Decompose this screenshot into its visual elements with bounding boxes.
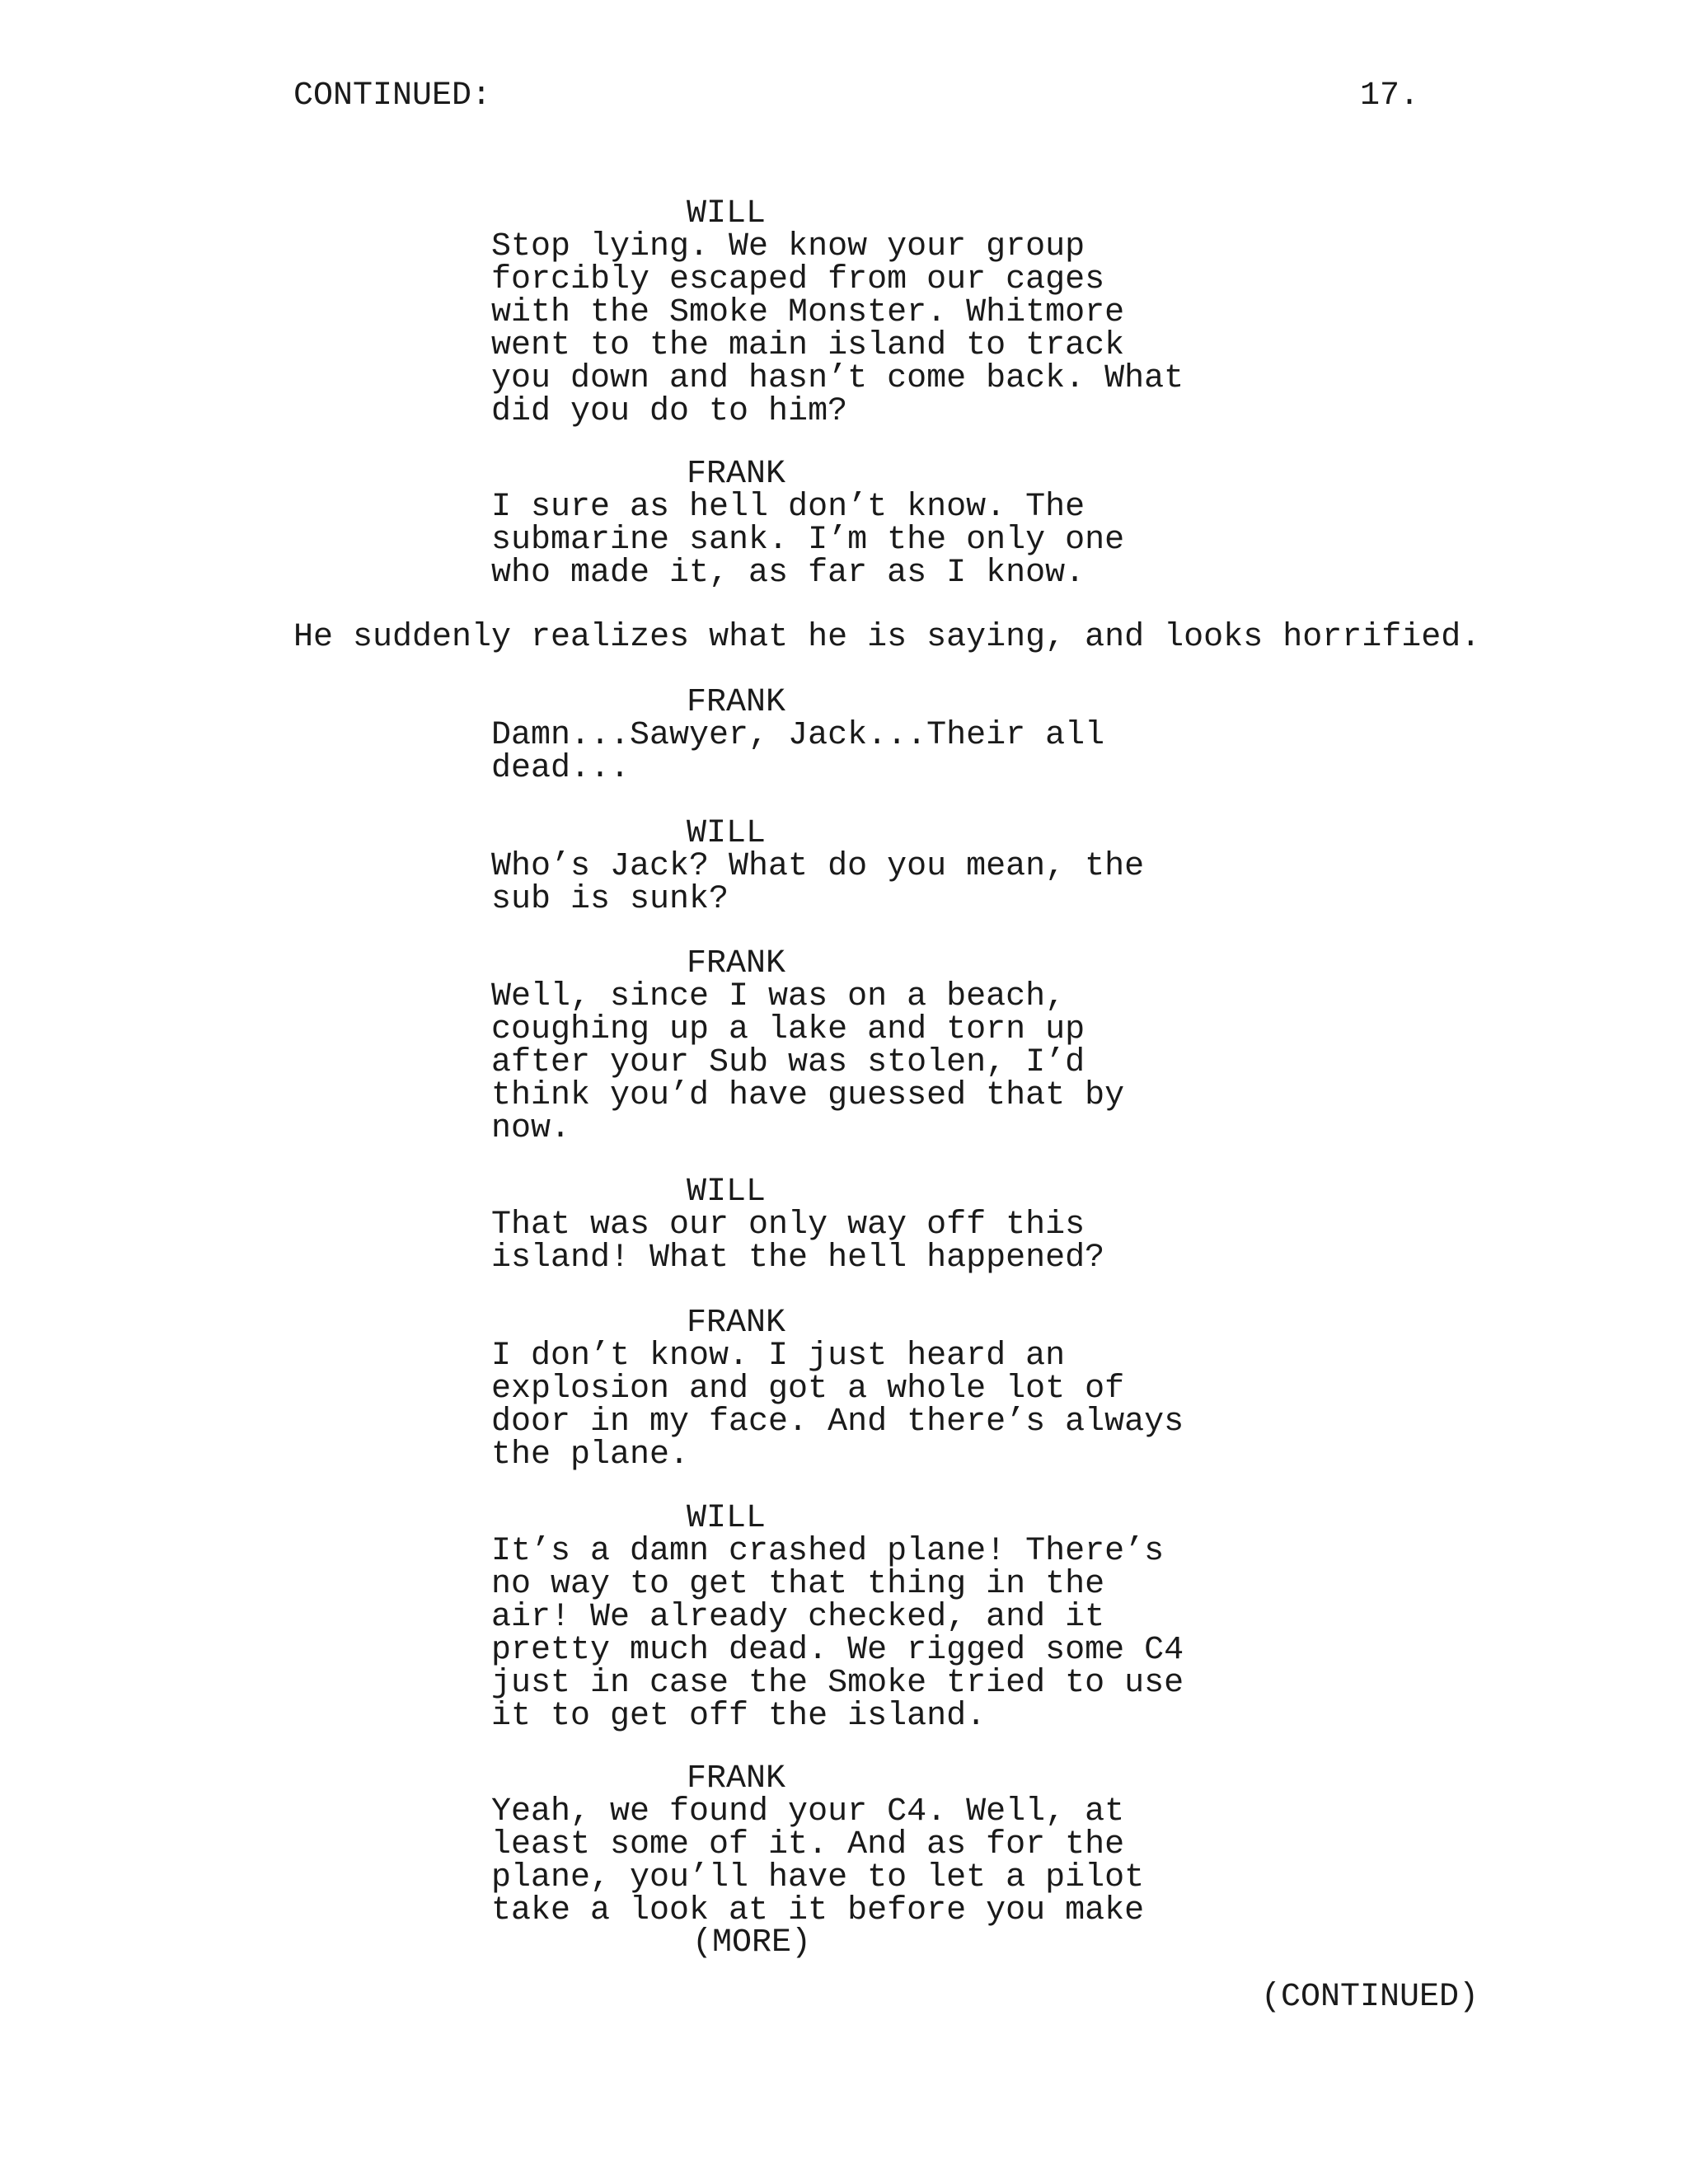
dialogue-line: no way to get that thing in the (491, 1566, 1105, 1603)
dialogue-line: Damn...Sawyer, Jack...Their all (491, 717, 1105, 754)
dialogue-line: now. (491, 1110, 571, 1147)
dialogue-line: forcibly escaped from our cages (491, 261, 1105, 298)
character-cue-frank: FRANK (687, 1305, 786, 1342)
dialogue-line: coughing up a lake and torn up (491, 1011, 1085, 1048)
dialogue-line: just in case the Smoke tried to use (491, 1665, 1184, 1702)
dialogue-line: it to get off the island. (491, 1698, 987, 1735)
dialogue-will (491, 1209, 1217, 1275)
character-cue-frank: FRANK (687, 1760, 786, 1797)
dialogue-frank (491, 1340, 1217, 1472)
dialogue-line: It’s a damn crashed plane! There’s (491, 1533, 1165, 1570)
dialogue-line: who made it, as far as I know. (491, 555, 1085, 592)
dialogue-line: I sure as hell don’t know. The (491, 489, 1085, 526)
dialogue-will (491, 228, 1217, 430)
character-cue-will: WILL (687, 195, 767, 232)
dialogue-line: That was our only way off this (491, 1207, 1085, 1244)
dialogue-line: plane, you’ll have to let a pilot (491, 1859, 1145, 1896)
dialogue-line: the plane. (491, 1436, 690, 1474)
dialogue-line: explosion and got a whole lot of (491, 1371, 1125, 1408)
dialogue-line: pretty much dead. We rigged some C4 (491, 1632, 1184, 1669)
character-cue-frank: FRANK (687, 456, 786, 493)
dialogue-line: air! We already checked, and it (491, 1599, 1105, 1636)
dialogue-line: went to the main island to track (491, 327, 1125, 364)
character-cue-will: WILL (687, 1500, 767, 1537)
dialogue-will (491, 1535, 1217, 1733)
continued-footer: (CONTINUED) (1261, 1979, 1479, 2016)
dialogue-line: you down and hasn’t come back. What (491, 360, 1184, 397)
dialogue-frank (491, 1793, 1217, 1929)
dialogue-line: least some of it. And as for the (491, 1826, 1125, 1863)
dialogue-line: Who’s Jack? What do you mean, the (491, 848, 1145, 885)
dialogue-line: Stop lying. We know your group (491, 228, 1085, 265)
character-cue-frank: FRANK (687, 684, 786, 721)
page-number: 17. (1360, 77, 1420, 115)
dialogue-line: island! What the hell happened? (491, 1240, 1105, 1277)
character-cue-will: WILL (687, 1174, 767, 1211)
dialogue-line: did you do to him? (491, 393, 848, 430)
dialogue-line: submarine sank. I’m the only one (491, 522, 1125, 559)
dialogue-line: Yeah, we found your C4. Well, at (491, 1793, 1125, 1830)
more-label: (MORE) (692, 1924, 812, 1961)
dialogue-frank (491, 978, 1217, 1147)
dialogue-line: sub is sunk? (491, 881, 729, 918)
action-line: He suddenly realizes what he is saying, and looks horrified. (293, 619, 1481, 656)
character-cue-will: WILL (687, 815, 767, 852)
dialogue-line: think you’d have guessed that by (491, 1077, 1125, 1114)
dialogue-line: door in my face. And there’s always (491, 1404, 1184, 1441)
dialogue-line: dead... (491, 750, 631, 787)
continued-header: CONTINUED: (293, 77, 492, 115)
dialogue-will (491, 848, 1217, 918)
dialogue-line: I don’t know. I just heard an (491, 1338, 1066, 1375)
character-cue-frank: FRANK (687, 945, 786, 982)
dialogue-line: take a look at it before you make (491, 1892, 1145, 1929)
dialogue-line: with the Smoke Monster. Whitmore (491, 294, 1125, 331)
dialogue-frank (491, 491, 1217, 590)
dialogue-frank (491, 719, 1217, 785)
dialogue-line: after your Sub was stolen, I’d (491, 1044, 1085, 1081)
dialogue-line: Well, since I was on a beach, (491, 978, 1066, 1015)
